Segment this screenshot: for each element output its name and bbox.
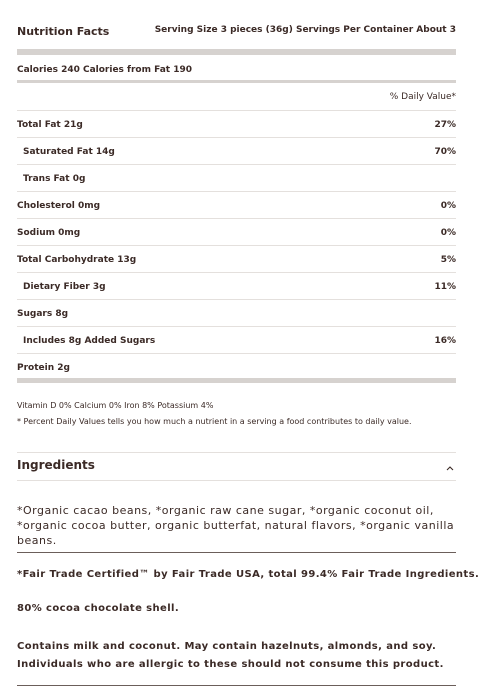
row-total-fat: Total Fat 21g bbox=[17, 120, 83, 130]
row-divider bbox=[17, 245, 456, 246]
ingredients-toggle-title[interactable]: Ingredients bbox=[17, 458, 95, 472]
row-total-carbohydrate: Total Carbohydrate 13g bbox=[17, 255, 137, 265]
row-total-fat-pct: 27% bbox=[434, 120, 456, 130]
ingredients-list: *Organic cacao beans, *organic raw cane sugar, *organic coconut oil, *organic cocoa butter, organic butterfat, natural flavors, *organic vanilla beans. bbox=[17, 504, 455, 547]
row-divider bbox=[17, 164, 456, 165]
section-divider bbox=[17, 480, 456, 481]
row-total-carbohydrate-pct: 5% bbox=[440, 255, 456, 265]
thick-divider bbox=[17, 378, 456, 383]
row-divider bbox=[17, 299, 456, 300]
row-sugars: Sugars 8g bbox=[17, 309, 69, 319]
row-divider bbox=[17, 137, 456, 138]
calories-line: Calories 240 Calories from Fat 190 bbox=[17, 65, 193, 75]
row-cholesterol-pct: 0% bbox=[440, 201, 456, 211]
daily-value-header: % Daily Value* bbox=[389, 92, 456, 102]
fair-trade-note: *Fair Trade Certified™ by Fair Trade USA, total 99.4% Fair Trade Ingredients. bbox=[17, 569, 480, 580]
row-divider bbox=[17, 191, 456, 192]
serving-info: Serving Size 3 pieces (36g) Servings Per Container About 3 bbox=[154, 25, 456, 35]
row-cholesterol: Cholesterol 0mg bbox=[17, 201, 101, 211]
daily-value-footnote: * Percent Daily Values tells you how much a nutrient in a serving a food contributes to daily value. bbox=[17, 417, 412, 426]
row-saturated-fat-pct: 70% bbox=[434, 147, 456, 157]
row-divider bbox=[17, 326, 456, 327]
row-added-sugars-pct: 16% bbox=[434, 336, 456, 346]
row-divider bbox=[17, 218, 456, 219]
section-divider bbox=[17, 552, 456, 553]
chocolate-shell-note: 80% cocoa chocolate shell. bbox=[17, 603, 180, 614]
medium-divider bbox=[17, 80, 456, 83]
row-saturated-fat: Saturated Fat 14g bbox=[23, 147, 115, 157]
row-sodium: Sodium 0mg bbox=[17, 228, 81, 238]
section-divider bbox=[17, 452, 456, 453]
chevron-up-icon[interactable] bbox=[445, 458, 455, 468]
nutrition-title: Nutrition Facts bbox=[17, 25, 110, 38]
row-dietary-fiber-pct: 11% bbox=[434, 282, 456, 292]
row-divider bbox=[17, 353, 456, 354]
allergy-note: Contains milk and coconut. May contain hazelnuts, almonds, and soy. Individuals who are allergic to these should not consume this product. bbox=[17, 641, 444, 670]
row-dietary-fiber: Dietary Fiber 3g bbox=[23, 282, 106, 292]
row-added-sugars: Includes 8g Added Sugars bbox=[23, 336, 156, 346]
vitamins-line: Vitamin D 0% Calcium 0% Iron 8% Potassium 4% bbox=[17, 401, 214, 410]
row-protein: Protein 2g bbox=[17, 363, 70, 373]
row-divider bbox=[17, 110, 456, 111]
row-trans-fat: Trans Fat 0g bbox=[23, 174, 86, 184]
row-sodium-pct: 0% bbox=[440, 228, 456, 238]
section-divider bbox=[17, 685, 456, 686]
thick-divider bbox=[17, 49, 456, 55]
row-divider bbox=[17, 272, 456, 273]
